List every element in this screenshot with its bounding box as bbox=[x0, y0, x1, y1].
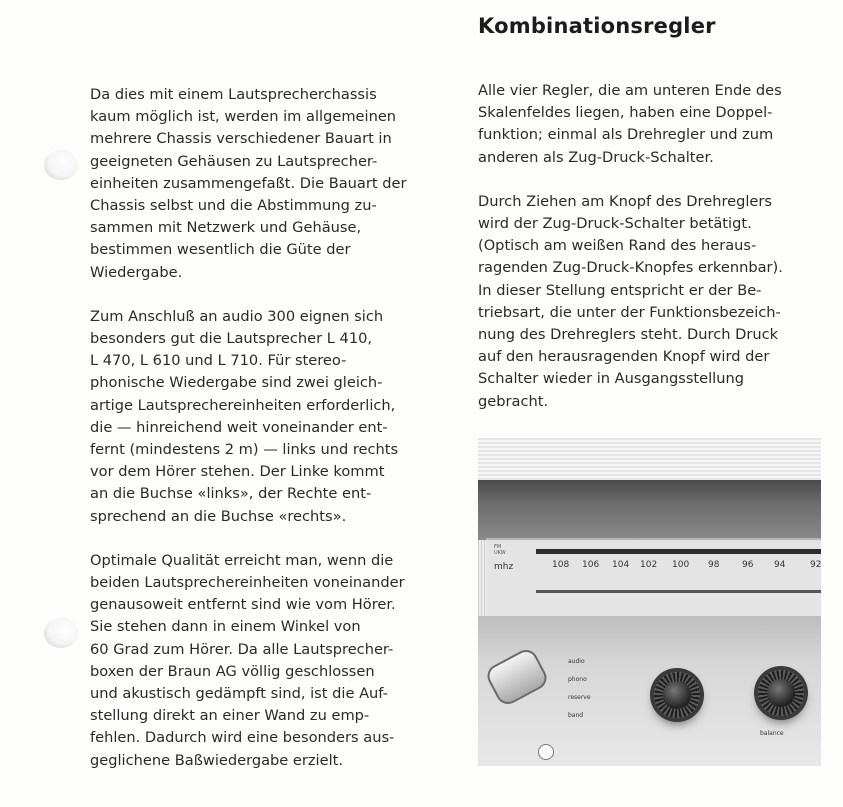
selector-label: phono bbox=[568, 676, 587, 683]
selector-label: audio bbox=[568, 658, 585, 665]
knob-label: balance bbox=[760, 730, 784, 737]
control-knob[interactable] bbox=[654, 672, 700, 718]
paragraph-connection: Zum Anschluß an audio 300 eignen sich besonders gut die Lautsprecher L 410, L 470, L 610 und L 710. Für stereo- phonische Wiedergabe sind zwei gleich- artige Lautsprechereinheiten erforderlich, die — hinreichend weit voneinander ent- fernt (mindestens 2 m) — links und rechts vor dem Hörer stehen. Der Linke kommt an die Buchse «links», der Rechte ent- sprechend an die Buchse «rechts». bbox=[90, 307, 399, 525]
frequency-label: 94 bbox=[774, 560, 786, 570]
frequency-label: 92 bbox=[810, 560, 821, 570]
paragraph-chassis: Da dies mit einem Lautsprecherchassis kaum möglich ist, werden im allgemeinen mehrere Chassis verschiedener Bauart in geeigneten Gehäusen zu Lautsprecher- einheiten zusammengefaßt. Die Bauart der Chassis selbst und die Abstimmung zu- sammen mit Netzwerk und Gehäuse, bestimmen wesentlich die Güte der Wiedergabe. bbox=[90, 86, 407, 281]
frequency-label: 102 bbox=[640, 560, 658, 570]
punch-hole-bottom bbox=[44, 618, 78, 648]
frequency-label: 104 bbox=[612, 560, 630, 570]
tuning-dial bbox=[486, 538, 821, 616]
dial-tag: FM UKW bbox=[494, 544, 506, 556]
paragraph-controls: Alle vier Regler, die am unteren Ende des Skalenfeldes liegen, haben eine Doppel- funktion; einmal als Drehregler und zum anderen als Zug-Druck-Schalter. bbox=[478, 82, 782, 166]
right-column bbox=[478, 80, 828, 413]
round-button[interactable] bbox=[538, 744, 554, 760]
frequency-label: 108 bbox=[552, 560, 570, 570]
frequency-label: 98 bbox=[708, 560, 720, 570]
frequency-label: 106 bbox=[582, 560, 600, 570]
selector-label: reserve bbox=[568, 694, 591, 701]
control-panel bbox=[478, 616, 821, 766]
dark-band bbox=[478, 480, 821, 540]
frequency-label: 100 bbox=[672, 560, 690, 570]
frequency-label: 96 bbox=[742, 560, 754, 570]
top-grille bbox=[478, 438, 821, 480]
dial-lower-line bbox=[536, 590, 821, 593]
selector-label: band bbox=[568, 712, 584, 719]
section-heading: Kombinationsregler bbox=[478, 14, 716, 38]
punch-hole-top bbox=[44, 150, 78, 180]
control-knob[interactable] bbox=[758, 670, 804, 716]
dial-scale-line bbox=[536, 549, 821, 554]
dial-unit-label: mhz bbox=[494, 562, 514, 572]
left-column bbox=[90, 84, 445, 772]
paragraph-placement: Optimale Qualität erreicht man, wenn die beiden Lautsprechereinheiten voneinander genausoweit entfernt sind wie vom Hörer. Sie stehen dann in einem Winkel von 60 Grad zum Hörer. Da alle Lautsprecher- boxen der Braun AG völlig geschlossen und akustisch gedämpft sind, ist die Auf- stellung direkt an einer Wand zu emp- fehlen. Dadurch wird eine besonders aus- geglichene Baßwiedergabe erzielt. bbox=[90, 551, 405, 769]
receiver-photo bbox=[478, 438, 821, 766]
paragraph-push-pull: Durch Ziehen am Knopf des Drehreglers wird der Zug-Druck-Schalter betätigt. (Optisch am weißen Rand des heraus- ragenden Zug-Druck-Knopfes erkennbar). In dieser Stellung entspricht er der Be- triebsart, die unter der Funktionsbezeich- nung des Drehreglers steht. Durch Druck auf den herausragenden Knopf wird der Schalter wieder in Ausgangsstellung gebracht. bbox=[478, 192, 783, 410]
function-selector-lever[interactable] bbox=[483, 646, 550, 708]
